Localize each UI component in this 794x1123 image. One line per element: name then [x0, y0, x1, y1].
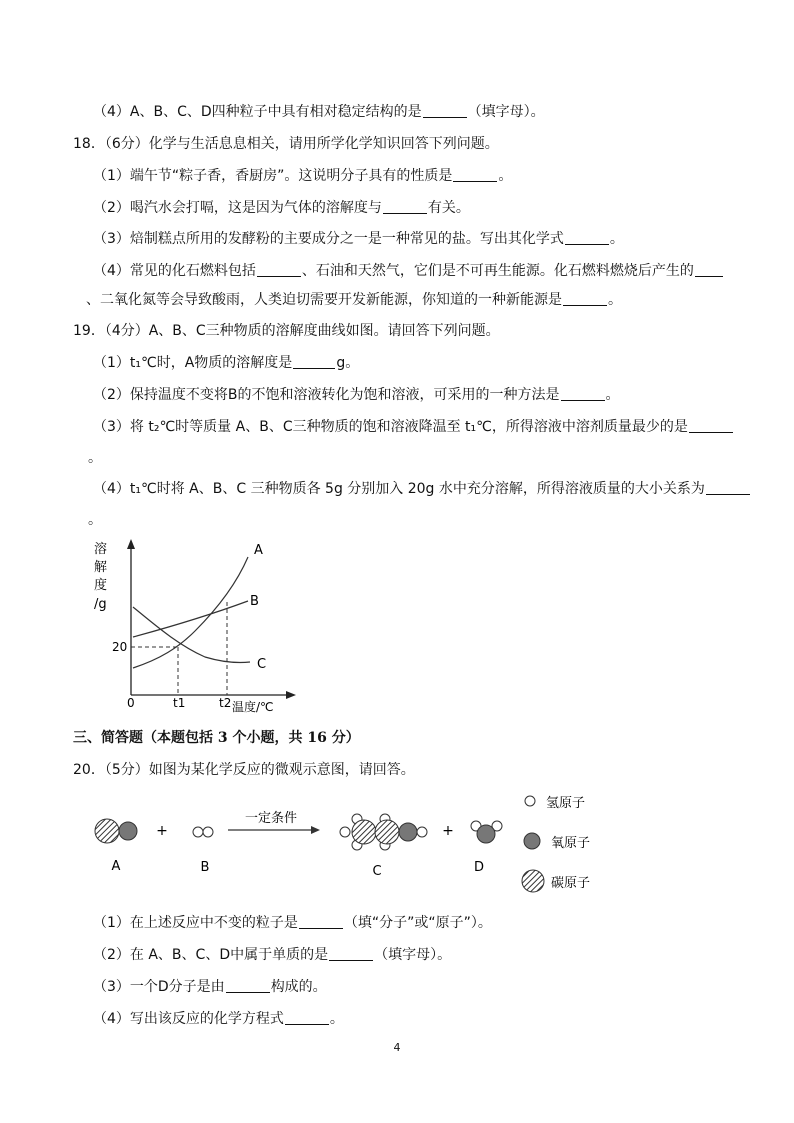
answer-blank[interactable] [453, 167, 497, 182]
label-a: A [111, 859, 121, 874]
x-axis-arrow [286, 691, 296, 699]
q19-sub3-end: 。 [88, 450, 102, 466]
label-d: D [473, 860, 485, 875]
answer-blank[interactable] [695, 262, 723, 277]
ylabel-char: 解 [94, 560, 108, 575]
curve-label-c: C [257, 657, 267, 672]
page-number: 4 [393, 1041, 401, 1054]
answer-blank[interactable] [285, 1010, 329, 1025]
answer-blank[interactable] [299, 914, 343, 929]
y-axis-arrow [127, 539, 135, 549]
x-axis-label: 温度/℃ [232, 700, 274, 714]
answer-blank[interactable] [257, 262, 301, 277]
label-c: C [372, 864, 382, 879]
q20-sub2: （2）在 A、B、C、D中属于单质的是 （填字母）。 [93, 947, 452, 963]
q19-sub4-end: 。 [88, 512, 102, 528]
molecule-c [340, 814, 427, 850]
q20-sub4: （4）写出该反应的化学方程式 。 [93, 1011, 344, 1027]
q18-sub4: （4）常见的化石燃料包括 、石油和天然气，它们是不可再生能源。化石燃料燃烧后产生的 [93, 262, 724, 280]
curve-label-a: A [254, 543, 263, 558]
carbon-legend-icon [522, 870, 544, 892]
legend [522, 796, 590, 892]
solubility-chart [90, 535, 300, 720]
tick-t1: t1 [173, 696, 186, 710]
q19-sub3: （3）将 t₂℃时等质量 A、B、C三种物质的饱和溶液降温至 t₁℃，所得溶液中溶剂质量最少的是 [93, 418, 734, 436]
answer-blank[interactable] [329, 946, 373, 961]
q19-sub4: （4）t₁℃时将 A、B、C 三种物质各 5g 分别加入 20g 水中充分溶解，所得溶液质量的大小关系为 [93, 480, 751, 498]
ylabel-char: /g [94, 597, 107, 612]
answer-blank[interactable] [423, 103, 467, 118]
q18-sub4-cont: 、二氧化氮等会导致酸雨，人类迫切需要开发新能源，你知道的一种新能源是 。 [86, 292, 622, 308]
tick-origin: 0 [127, 696, 135, 710]
curve-a [133, 557, 248, 668]
ylabel-char: 度 [94, 578, 108, 593]
curve-label-b: B [250, 594, 259, 609]
answer-blank[interactable] [565, 230, 609, 245]
molecule-b [193, 827, 213, 837]
q19-sub1: （1）t₁℃时，A物质的溶解度是 g。 [93, 355, 360, 371]
molecule-a [95, 819, 137, 843]
answer-blank[interactable] [689, 418, 733, 433]
ylabel-char: 溶 [94, 542, 108, 557]
label-b: B [200, 860, 210, 875]
q18-sub1: （1）端午节“粽子香，香厨房”。这说明分子具有的性质是 。 [93, 168, 513, 184]
answer-blank[interactable] [706, 480, 750, 495]
legend-oxygen: 氧原子 [551, 836, 591, 851]
answer-blank[interactable] [293, 354, 335, 369]
oxygen-legend-icon [524, 833, 540, 849]
section-heading: 三、简答题（本题包括 3 个小题，共 16 分） [73, 730, 360, 746]
q20-sub1: （1）在上述反应中不变的粒子是 （填“分子”或“原子”）。 [93, 915, 492, 931]
q18-sub3: （3）焙制糕点所用的发酵粉的主要成分之一是一种常见的盐。写出其化学式 。 [93, 231, 624, 247]
q20-stem: 20．（5分）如图为某化学反应的微观示意图，请回答。 [73, 762, 415, 778]
q18-stem: 18．（6分）化学与生活息息相关，请用所学化学知识回答下列问题。 [73, 136, 499, 152]
q19-stem: 19．（4分）A、B、C三种物质的溶解度曲线如图。请回答下列问题。 [73, 323, 500, 339]
plus-sign: + [156, 823, 168, 839]
q20-sub3: （3）一个D分子是由 构成的。 [93, 979, 327, 995]
q17-sub4: （4）A、B、C、D四种粒子中具有相对稳定结构的是 （填字母）。 [93, 104, 545, 120]
tick-20: 20 [112, 640, 128, 654]
legend-hydrogen: 氢原子 [546, 796, 586, 811]
answer-blank[interactable] [563, 291, 607, 306]
curve-b [133, 601, 248, 637]
q19-sub2: （2）保持温度不变将B的不饱和溶液转化为饱和溶液，可采用的一种方法是 。 [93, 387, 620, 403]
reaction-condition: 一定条件 [244, 811, 298, 826]
tick-t2: t2 [219, 696, 232, 710]
hydrogen-legend-icon [525, 796, 535, 806]
plus-sign: + [442, 823, 454, 839]
molecule-d [471, 821, 502, 843]
answer-blank[interactable] [226, 978, 270, 993]
legend-carbon: 碳原子 [551, 876, 591, 891]
answer-blank[interactable] [561, 386, 605, 401]
reaction-diagram [85, 788, 615, 898]
q18-sub2: （2）喝汽水会打嗝，这是因为气体的溶解度与 有关。 [93, 200, 470, 216]
answer-blank[interactable] [383, 199, 427, 214]
